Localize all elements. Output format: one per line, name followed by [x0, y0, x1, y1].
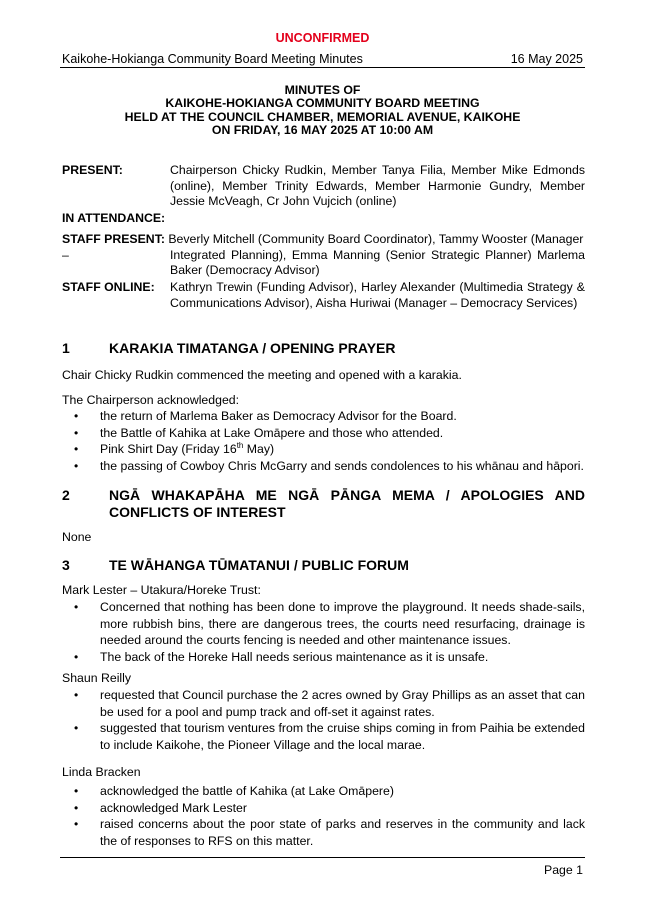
list-item: • requested that Council purchase the 2 acres owned by Gray Phillips as an asset that can be used for a pool and pump track and off-set it against rates. [62, 687, 585, 720]
staff-present-label: STAFF PRESENT: [62, 232, 165, 246]
staff-present-text: Integrated Planning), Emma Manning (Senior Strategic Planner) Marlema Baker (Democracy Advisor) [170, 247, 585, 278]
speaker-name: Mark Lester – Utakura/Horeke Trust: [62, 583, 261, 597]
minutes-title [0, 84, 645, 137]
page-number: Page 1 [544, 863, 583, 877]
list-item: • acknowledged the battle of Kahika (at Lake Omāpere) [62, 783, 585, 800]
document-date-header: 16 May 2025 [510, 52, 583, 66]
pink-shirt-text: Pink Shirt Day (Friday 16 [100, 442, 237, 457]
speaker-3-points [62, 783, 585, 849]
section-2-number: 2 [62, 487, 70, 503]
in-attendance-label: IN ATTENDANCE: [62, 211, 166, 225]
header-divider [60, 67, 585, 68]
list-item: • acknowledged Mark Lester [62, 800, 585, 817]
present-text: Chairperson Chicky Rudkin, Member Tanya Filia, Member Mike Edmonds (online), Member Trinity Edwards, Member Harmonie Gundry, Member Jessie McVeagh, Cr John Vujcich (online) [170, 163, 585, 209]
section-1-title: KARAKIA TIMATANGA / OPENING PRAYER [109, 340, 396, 356]
section-1-paragraph: Chair Chicky Rudkin commenced the meeting and opened with a karakia. [62, 368, 462, 382]
list-item [62, 441, 585, 458]
section-3-title: TE WĀHANGA TŪMATANUI / PUBLIC FORUM [109, 557, 409, 573]
section-2-title: NGĀ WHAKAPĀHA ME NGĀ PĀNGA MEMA / APOLOGIES AND CONFLICTS OF INTEREST [109, 487, 585, 520]
title-line: MINUTES OF [284, 83, 361, 97]
title-line: HELD AT THE COUNCIL CHAMBER, MEMORIAL AVENUE, KAIKOHE [124, 109, 521, 124]
section-1-number: 1 [62, 340, 70, 356]
speaker-name: Linda Bracken [62, 765, 141, 779]
section-2-text: None [62, 530, 92, 544]
list-item: • The back of the Horeke Hall needs serious maintenance as it is unsafe. [62, 649, 585, 666]
speaker-name: Shaun Reilly [62, 671, 132, 685]
speaker-2-points [62, 687, 585, 753]
section-1-intro: The Chairperson acknowledged: [62, 393, 240, 407]
section-3-number: 3 [62, 557, 70, 573]
document-title-header: Kaikohe-Hokianga Community Board Meeting Minutes [62, 52, 363, 66]
pink-shirt-sup: th [236, 441, 244, 451]
present-label: PRESENT: [62, 163, 123, 177]
list-item: • suggested that tourism ventures from the cruise ships coming in from Paihia be extended to include Kaikohe, the Pioneer Village and the local marae. [62, 720, 585, 753]
list-item: • raised concerns about the poor state of parks and reserves in the community and lack the of responses to RFS on this matter. [62, 816, 585, 849]
staff-present-first-line: Beverly Mitchell (Community Board Coordinator), Tammy Wooster (Manager – [62, 232, 584, 262]
status-unconfirmed: UNCONFIRMED [275, 31, 370, 45]
pink-shirt-suffix: May) [243, 442, 275, 457]
footer-divider [60, 857, 585, 858]
list-item: • the passing of Cowboy Chris McGarry and sends condolences to his whānau and hāpori. [62, 458, 585, 475]
speaker-1-points [62, 599, 585, 665]
list-item: • Concerned that nothing has been done to improve the playground. It needs shade-sails, more rubbish bins, there are dangerous trees, the courts need resurfacing, drainage is needed around the courts fencing is needed and other maintenance issues. [62, 599, 585, 649]
title-line: KAIKOHE-HOKIANGA COMMUNITY BOARD MEETING [165, 96, 480, 111]
staff-online-label: STAFF ONLINE: [62, 280, 155, 294]
list-item: • the return of Marlema Baker as Democracy Advisor for the Board. [62, 408, 585, 425]
staff-online-text: Kathryn Trewin (Funding Advisor), Harley Alexander (Multimedia Strategy & Communications Advisor), Aisha Huriwai (Manager – Democracy Services) [170, 280, 585, 310]
list-item: • the Battle of Kahika at Lake Omāpere and those who attended. [62, 425, 585, 442]
title-line: ON FRIDAY, 16 MAY 2025 AT 10:00 AM [211, 122, 434, 137]
section-1-bullets [62, 408, 585, 474]
